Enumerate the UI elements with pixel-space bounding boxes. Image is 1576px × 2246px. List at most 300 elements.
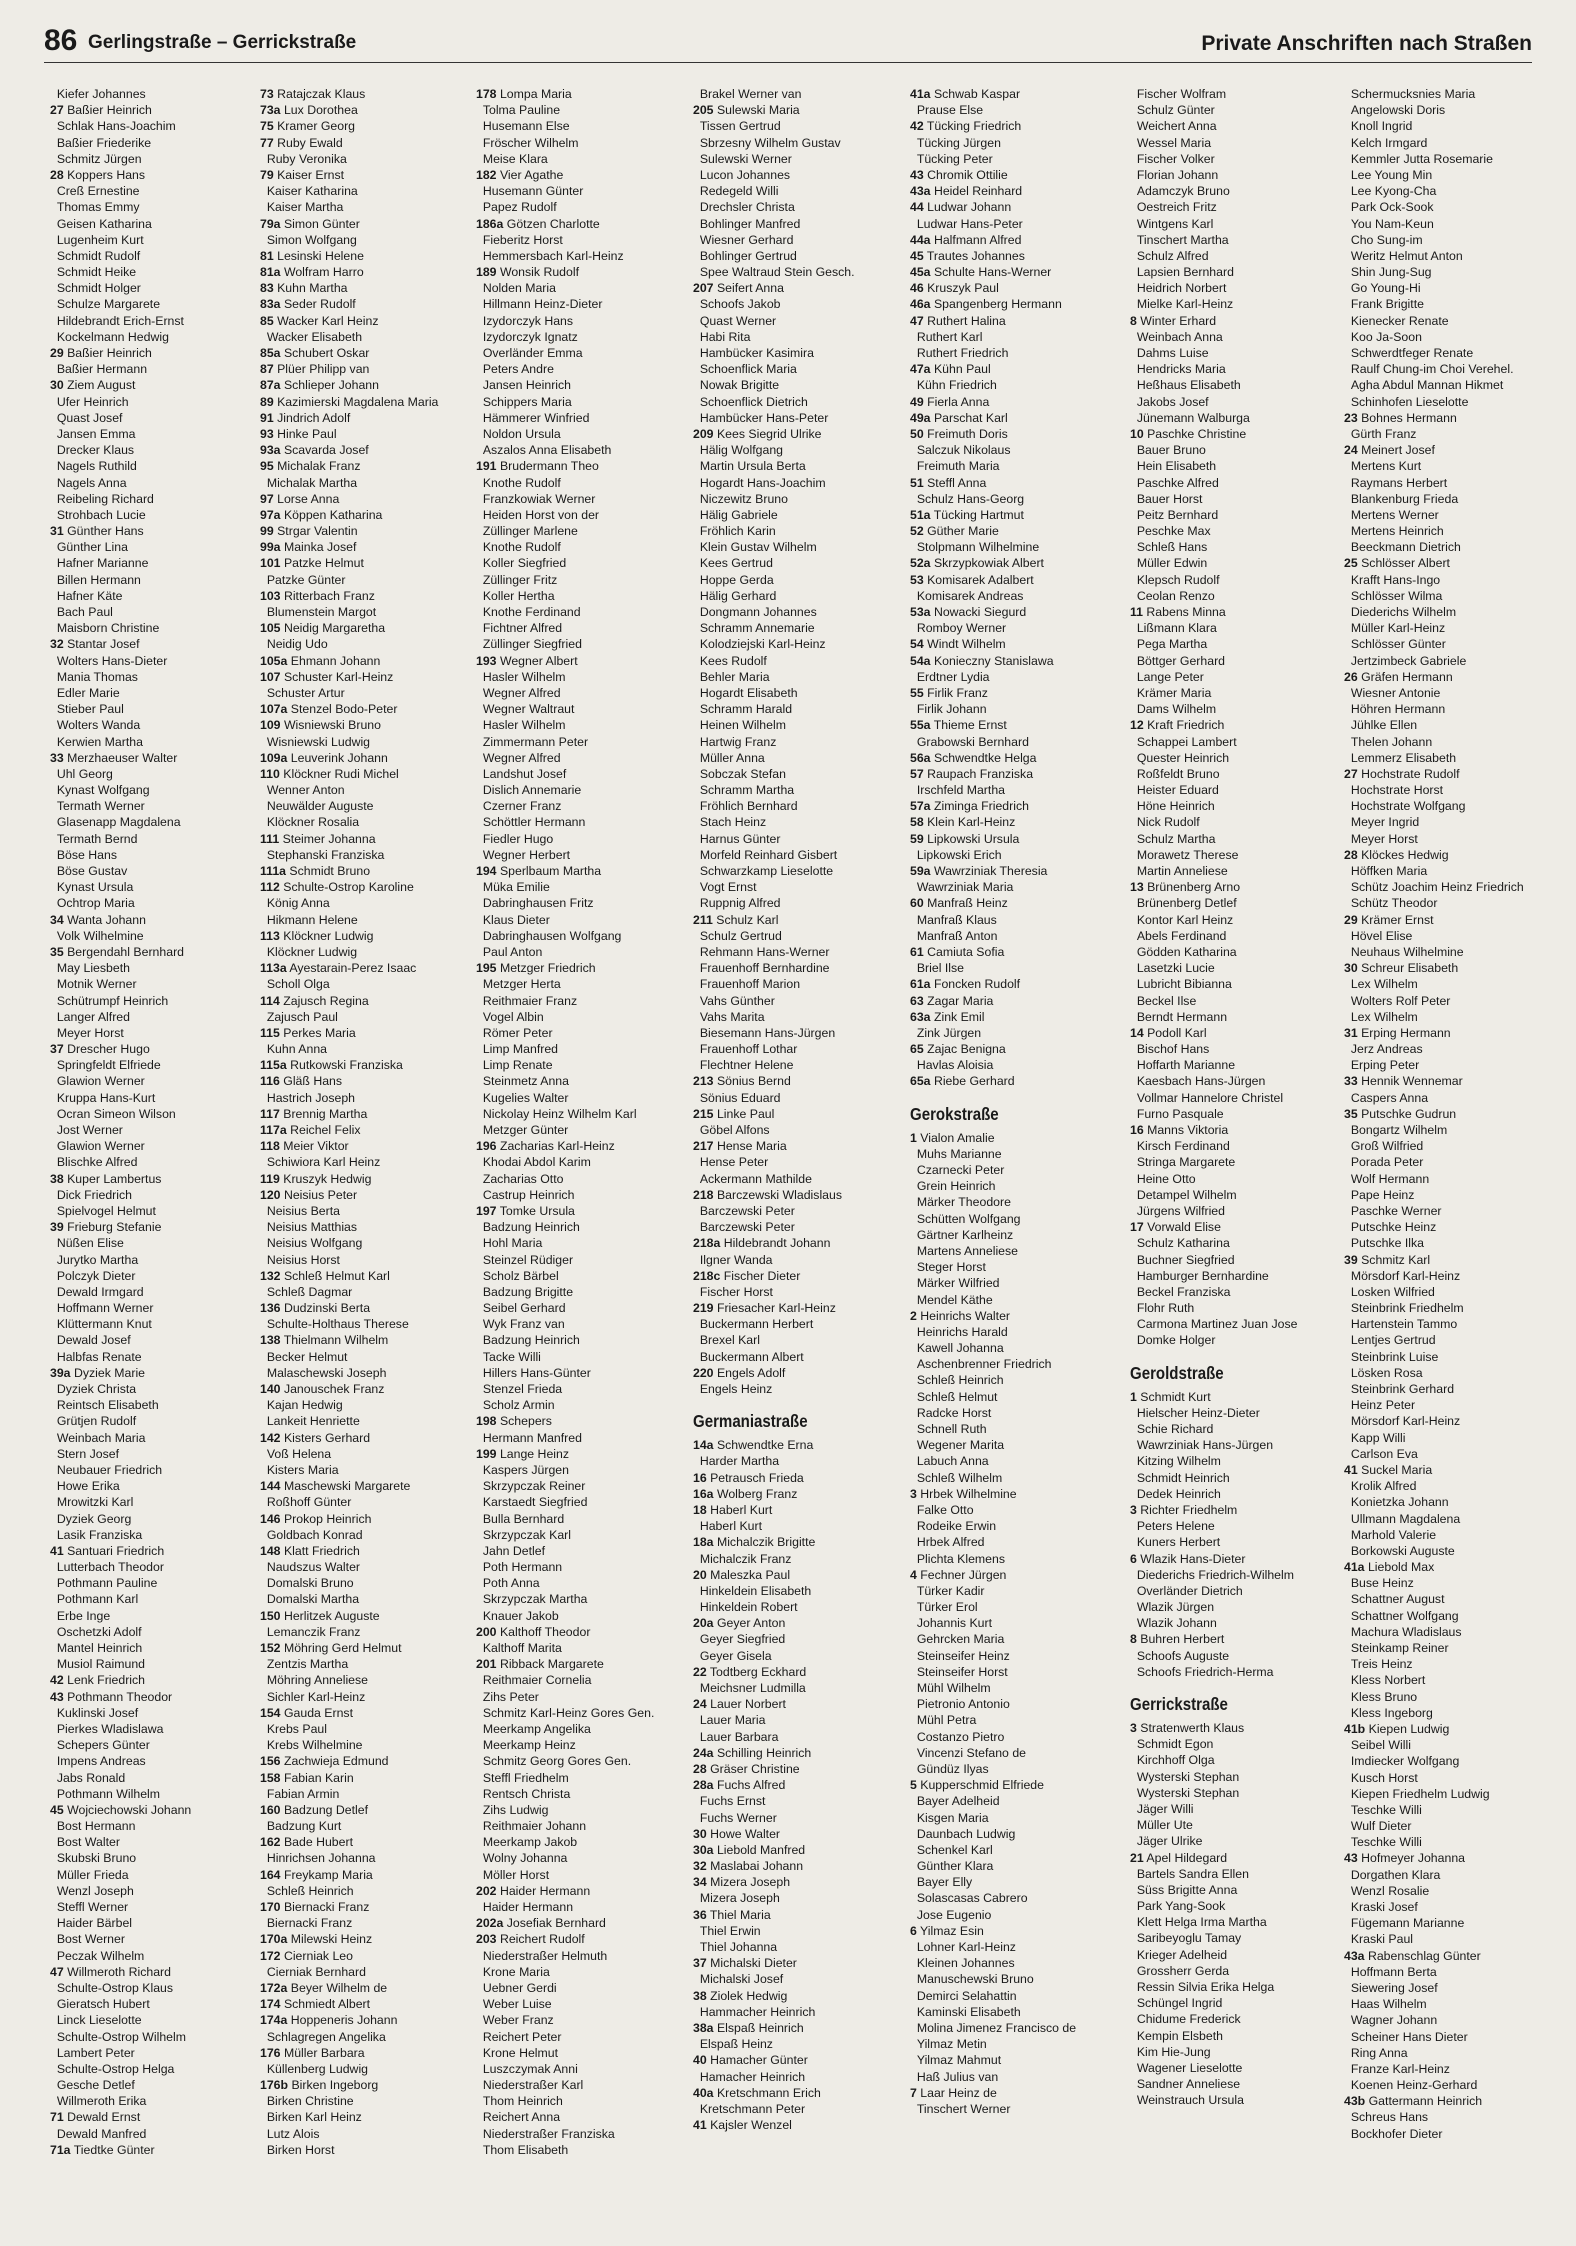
resident-entry: Patzke Günter — [260, 572, 346, 587]
resident-entry: Reichert Anna — [476, 2110, 561, 2125]
resident-entry: Muhs Marianne — [910, 1146, 1002, 1161]
resident-entry: 103 Ritterbach Franz — [260, 588, 375, 603]
resident-entry: 52 Güther Marie — [910, 524, 999, 539]
resident-entry: Schlak Hans-Joachim — [50, 119, 176, 134]
resident-entry: Lauer Barbara — [693, 1729, 779, 1744]
resident-entry: Birken Karl Heinz — [260, 2110, 362, 2125]
resident-entry: Lasetzki Lucie — [1130, 961, 1215, 976]
resident-entry: Schoofs Friedrich-Herma — [1130, 1664, 1274, 1679]
resident-entry: 30a Liebold Manfred — [693, 1842, 806, 1857]
resident-entry: Skrzypczak Karl — [476, 1527, 571, 1542]
house-number: 34 — [693, 1875, 707, 1890]
resident-entry: Gürth Franz — [1344, 426, 1417, 441]
resident-entry: 111a Schmidt Bruno — [260, 864, 371, 878]
resident-entry: Wiesner Gerhard — [693, 232, 794, 247]
house-number: 87 — [260, 362, 274, 377]
resident-entry: 115 Perkes Maria — [260, 1025, 356, 1040]
house-number: 3 — [910, 1486, 917, 1501]
resident-entry: Hälig Wolfgang — [693, 443, 783, 458]
resident-entry: Niederstraßer Franziska — [476, 2126, 615, 2141]
resident-entry: Hochstrate Horst — [1344, 783, 1444, 798]
resident-entry: Klüttermann Knut — [50, 1317, 152, 1332]
house-number: 53a — [910, 605, 931, 619]
resident-entry: Plichta Klemens — [910, 1551, 1006, 1566]
resident-entry: Kless Ingeborg — [1344, 1705, 1433, 1720]
resident-entry: Niczewitz Bruno — [693, 491, 788, 506]
resident-entry: Hochstrate Wolfgang — [1344, 799, 1466, 814]
house-number: 24 — [1344, 443, 1358, 458]
resident-entry: Solascasas Cabrero — [910, 1891, 1028, 1906]
resident-entry: Knothe Rudolf — [476, 475, 561, 490]
resident-entry: Rentsch Christa — [476, 1786, 571, 1801]
resident-entry: 140 Janouschek Franz — [260, 1382, 385, 1396]
resident-entry: Porada Peter — [1344, 1155, 1424, 1170]
resident-entry: Billen Hermann — [50, 572, 141, 587]
resident-entry: Hambücker Hans-Peter — [693, 410, 829, 425]
resident-entry: Kirchhoff Olga — [1130, 1753, 1215, 1768]
resident-entry: Uhl Georg — [50, 766, 113, 781]
resident-entry: 199 Lange Heinz — [476, 1446, 569, 1461]
resident-entry: Jahn Detlef — [476, 1543, 546, 1558]
resident-entry: 83a Seder Rudolf — [260, 297, 356, 312]
resident-entry: Krone Maria — [476, 1964, 550, 1979]
resident-entry: Lankeit Henriette — [260, 1414, 360, 1429]
resident-entry: Heinen Wilhelm — [693, 718, 786, 733]
resident-entry: Müller Ute — [1130, 1818, 1193, 1833]
resident-entry: Weritz Helmut Anton — [1344, 248, 1463, 263]
resident-entry: Sichler Karl-Heinz — [260, 1689, 366, 1704]
house-number: 89 — [260, 394, 274, 409]
house-number: 154 — [260, 1705, 281, 1720]
resident-entry: Brünenberg Detlef — [1130, 896, 1237, 911]
resident-entry: Machura Wladislaus — [1344, 1624, 1462, 1639]
house-number: 37 — [50, 1042, 64, 1057]
house-number: 116 — [260, 1074, 280, 1089]
resident-entry: 202 Haider Hermann — [476, 1883, 591, 1898]
resident-entry: Schuster Artur — [260, 685, 345, 700]
resident-entry: Mizera Joseph — [693, 1891, 780, 1906]
resident-entry: 43 Pothmann Theodor — [50, 1689, 173, 1704]
resident-entry: Krieger Adelheid — [1130, 1947, 1228, 1962]
resident-entry: Märker Theodore — [910, 1195, 1011, 1210]
resident-entry: 44 Ludwar Johann — [910, 200, 1012, 215]
house-number: 93a — [260, 443, 281, 458]
resident-entry: Dedek Heinrich — [1130, 1486, 1221, 1501]
resident-entry: Wolters Wanda — [50, 718, 141, 733]
resident-entry: 148 Klatt Friedrich — [260, 1543, 360, 1558]
house-number: 55 — [910, 685, 924, 700]
resident-entry: 41 Suckel Maria — [1344, 1462, 1433, 1477]
resident-entry: Seibel Willi — [1344, 1738, 1411, 1753]
resident-entry: 32 Stantar Josef — [50, 637, 140, 652]
resident-entry: Termath Werner — [50, 799, 145, 814]
house-number: 170 — [260, 1900, 281, 1914]
resident-entry: 99 Strgar Valentin — [260, 524, 358, 539]
house-number: 14a — [693, 1438, 714, 1453]
resident-entry: Birken Christine — [260, 2094, 354, 2109]
resident-entry: Lambert Peter — [50, 2045, 135, 2060]
resident-entry: Schepers Günter — [50, 1738, 150, 1753]
resident-entry: Michalski Josef — [693, 1972, 784, 1987]
resident-entry: Jansen Heinrich — [476, 378, 572, 393]
house-number: 117 — [260, 1106, 280, 1121]
resident-entry: Thelen Johann — [1344, 734, 1433, 749]
resident-entry: Meise Klara — [476, 151, 548, 166]
resident-entry: Böttger Gerhard — [1130, 653, 1226, 668]
resident-entry: Thom Elisabeth — [476, 2142, 569, 2157]
resident-entry: 101 Patzke Helmut — [260, 556, 364, 571]
resident-entry: Neisius Wolfgang — [260, 1236, 363, 1251]
house-number: 176b — [260, 2078, 289, 2093]
resident-entry: 65a Riebe Gerhard — [910, 1074, 1015, 1089]
resident-entry: Gesche Detlef — [50, 2078, 135, 2093]
resident-entry: Geisen Katharina — [50, 216, 152, 231]
resident-entry: 23 Bohnes Hermann — [1344, 410, 1457, 425]
resident-entry: Paschke Alfred — [1130, 475, 1219, 490]
resident-entry: Martens Anneliese — [910, 1243, 1018, 1258]
resident-entry: Krone Helmut — [476, 2045, 559, 2060]
resident-entry: Klöckner Rosalia — [260, 815, 360, 830]
resident-entry: Uebner Gerdi — [476, 1980, 557, 1995]
resident-entry: 45 Wojciechowski Johann — [50, 1802, 192, 1817]
resident-entry: Pietronio Antonio — [910, 1697, 1010, 1712]
house-number: 30 — [693, 1826, 707, 1841]
house-number: 73 — [260, 87, 274, 101]
resident-entry: Flohr Ruth — [1130, 1301, 1195, 1316]
resident-entry: Mendel Käthe — [910, 1292, 993, 1307]
house-number: 199 — [476, 1446, 497, 1461]
resident-entry: Hambücker Kasimira — [693, 346, 814, 360]
house-number: 41 — [693, 2118, 707, 2133]
resident-entry: Borkowski Auguste — [1344, 1543, 1455, 1558]
resident-entry: Lohner Karl-Heinz — [910, 1940, 1016, 1954]
resident-entry: Putschke Ilka — [1344, 1236, 1424, 1251]
address-column — [50, 86, 260, 2226]
resident-entry: Heine Otto — [1130, 1171, 1196, 1186]
house-number: 218c — [693, 1268, 721, 1283]
resident-entry: Kuners Herbert — [1130, 1535, 1221, 1550]
house-number: 83a — [260, 297, 281, 312]
resident-entry: Kisters Maria — [260, 1462, 339, 1477]
house-number: 43a — [1344, 1948, 1365, 1963]
resident-entry: Kaminski Elisabeth — [910, 2004, 1021, 2019]
resident-entry: Thomas Emmy — [50, 200, 140, 215]
resident-entry: Jabs Ronald — [50, 1770, 126, 1785]
resident-entry: 115a Rutkowski Franziska — [260, 1058, 403, 1073]
resident-entry: Caspers Anna — [1344, 1090, 1429, 1105]
house-number: 115 — [260, 1025, 280, 1040]
resident-entry: Kleinen Johannes — [910, 1956, 1015, 1971]
resident-entry: Berndt Hermann — [1130, 1009, 1228, 1024]
resident-entry: Langer Alfred — [50, 1009, 130, 1024]
resident-entry: 43a Rabenschlag Günter — [1344, 1948, 1481, 1963]
resident-entry: Spee Waltraud Stein Gesch. — [693, 265, 855, 280]
resident-entry: Strohbach Lucie — [50, 507, 146, 522]
house-number: 158 — [260, 1770, 281, 1785]
resident-entry: Hämmerer Winfried — [476, 410, 590, 425]
house-number: 176 — [260, 2045, 281, 2060]
resident-entry: Dabringhausen Fritz — [476, 896, 594, 911]
resident-entry: Blumenstein Margot — [260, 605, 377, 619]
address-column — [1130, 86, 1340, 2226]
resident-entry: 36 Thiel Maria — [693, 1907, 771, 1922]
resident-entry: Mania Thomas — [50, 669, 138, 684]
resident-entry: Salczuk Nikolaus — [910, 443, 1011, 458]
resident-entry: Lutz Alois — [260, 2126, 320, 2141]
resident-entry: Gödden Katharina — [1130, 944, 1237, 959]
resident-entry: 3 Hrbek Wilhelmine — [910, 1486, 1017, 1501]
resident-entry: Jurytko Martha — [50, 1252, 139, 1267]
resident-entry: Firlik Johann — [910, 702, 987, 717]
resident-entry: Wlazik Johann — [1130, 1616, 1217, 1631]
resident-entry: Zacharias Otto — [476, 1171, 564, 1186]
house-number: 44 — [910, 200, 924, 215]
resident-entry: Skubski Bruno — [50, 1851, 137, 1866]
house-number: 117a — [260, 1123, 287, 1137]
resident-entry: 191 Brudermann Theo — [476, 459, 599, 474]
resident-entry: Pothmann Wilhelm — [50, 1786, 161, 1801]
resident-entry: Morawetz Therese — [1130, 847, 1239, 862]
resident-entry: Seibel Gerhard — [476, 1301, 566, 1316]
house-number: 38 — [693, 1988, 707, 2003]
house-number: 112 — [260, 880, 280, 895]
resident-entry: Johannis Kurt — [910, 1616, 993, 1631]
resident-entry: Lemanczik Franz — [260, 1624, 361, 1639]
resident-entry: 119 Kruszyk Hedwig — [260, 1171, 372, 1186]
house-number: 41 — [50, 1543, 64, 1558]
resident-entry: Wysterski Stephan — [1130, 1769, 1240, 1784]
resident-entry: Hälig Gerhard — [693, 588, 777, 603]
resident-entry: 79a Simon Günter — [260, 216, 360, 231]
resident-entry: 105a Ehmann Johann — [260, 653, 381, 668]
resident-entry: Havlas Aloisia — [910, 1058, 994, 1073]
resident-entry: Drecker Klaus — [50, 443, 135, 458]
resident-entry: 156 Zachwieja Edmund — [260, 1754, 389, 1769]
resident-entry: Imdiecker Wolfgang — [1344, 1754, 1460, 1769]
resident-entry: Jansen Emma — [50, 426, 136, 441]
resident-entry: Meyer Horst — [50, 1025, 124, 1040]
resident-entry: Scholz Armin — [476, 1398, 555, 1413]
resident-entry: Buckermann Albert — [693, 1349, 804, 1364]
house-number: 172 — [260, 1948, 281, 1963]
resident-entry: Lösken Rosa — [1344, 1365, 1423, 1380]
address-column — [476, 86, 686, 2226]
resident-entry: 61 Camiuta Sofia — [910, 944, 1005, 959]
house-number: 1 — [1130, 1389, 1137, 1404]
resident-entry: Florian Johann — [1130, 167, 1219, 182]
resident-entry: Beckel Ilse — [1130, 993, 1197, 1008]
house-number: 56a — [910, 750, 931, 765]
house-number: 3 — [1130, 1721, 1137, 1735]
resident-entry: Bohlinger Gertrud — [693, 248, 797, 263]
resident-entry: Becker Helmut — [260, 1349, 348, 1364]
resident-entry: Kees Gertrud — [693, 556, 773, 571]
resident-entry: Ruthert Friedrich — [910, 346, 1009, 360]
resident-entry: Thom Heinrich — [476, 2094, 563, 2109]
resident-entry: Hastrich Joseph — [260, 1090, 356, 1105]
resident-entry: Demirci Selahattin — [910, 1988, 1017, 2003]
resident-entry: Jürgens Wilfried — [1130, 1203, 1225, 1218]
resident-entry: Kapp Willi — [1344, 1430, 1406, 1445]
resident-entry: Springfeldt Elfriede — [50, 1058, 161, 1073]
resident-entry: Redegeld Willi — [693, 184, 779, 199]
house-number: 81 — [260, 248, 274, 263]
resident-entry: Vahs Marita — [693, 1009, 765, 1024]
house-number: 30a — [693, 1842, 714, 1857]
resident-entry: Mörsdorf Karl-Heinz — [1344, 1268, 1461, 1283]
resident-entry: Fischer Wolfram — [1130, 87, 1227, 101]
house-number: 85 — [260, 313, 274, 328]
resident-entry: Meichsner Ludmilla — [693, 1681, 806, 1695]
resident-entry: Badzung Heinrich — [476, 1333, 580, 1348]
resident-entry: Steffl Werner — [50, 1900, 129, 1914]
resident-entry: Michalak Martha — [260, 475, 358, 490]
resident-entry: Höne Heinrich — [1130, 799, 1215, 814]
resident-entry: Pothmann Karl — [50, 1592, 139, 1607]
resident-entry: 194 Sperlbaum Martha — [476, 864, 602, 878]
house-number: 41b — [1344, 1721, 1366, 1736]
resident-entry: 91 Jindrich Adolf — [260, 410, 351, 425]
house-number: 148 — [260, 1543, 281, 1558]
resident-entry: Poth Hermann — [476, 1560, 563, 1575]
house-number: 28 — [693, 1761, 707, 1776]
resident-entry: Lißmann Klara — [1130, 621, 1217, 636]
resident-entry: 75 Kramer Georg — [260, 119, 356, 134]
resident-entry: 120 Neisius Peter — [260, 1187, 358, 1202]
resident-entry: Adamczyk Bruno — [1130, 184, 1230, 199]
resident-entry: Knothe Rudolf — [476, 540, 561, 555]
resident-entry: Märker Wilfried — [910, 1276, 1000, 1291]
house-number: 16 — [693, 1470, 707, 1485]
resident-entry: Weinbach Anna — [1130, 329, 1223, 344]
resident-entry: Kerwien Martha — [50, 734, 143, 749]
resident-entry: Kuklinski Josef — [50, 1705, 139, 1720]
resident-entry: 71a Tiedtke Günter — [50, 2142, 155, 2157]
resident-entry: Türker Erol — [910, 1600, 978, 1615]
resident-entry: Steffl Friedhelm — [476, 1770, 569, 1785]
resident-entry: Heinrichs Harald — [910, 1324, 1008, 1339]
resident-entry: Thiel Johanna — [693, 1940, 778, 1954]
resident-entry: Hogardt Elisabeth — [693, 685, 798, 700]
resident-entry: 132 Schleß Helmut Karl — [260, 1268, 390, 1283]
resident-entry: Kiefer Johannes — [50, 87, 146, 101]
resident-entry: Schulz Martha — [1130, 831, 1216, 846]
resident-entry: Bohlinger Manfred — [693, 216, 801, 231]
house-number: 55a — [910, 718, 931, 733]
house-number: 57 — [910, 766, 924, 781]
house-number: 35 — [50, 944, 64, 959]
resident-entry: 53 Komisarek Adalbert — [910, 572, 1034, 587]
house-number: 26 — [1344, 669, 1358, 684]
resident-entry: Quast Werner — [693, 313, 777, 328]
resident-entry: Reichert Peter — [476, 2029, 562, 2044]
resident-entry: 43 Chromik Ottilie — [910, 167, 1008, 182]
resident-entry: Overländer Dietrich — [1130, 1583, 1243, 1598]
resident-entry: Lee Young Min — [1344, 167, 1433, 182]
resident-entry: Tissen Gertrud — [693, 119, 781, 134]
resident-entry: Schütten Wolfgang — [910, 1211, 1021, 1226]
resident-entry: 218a Hildebrandt Johann — [693, 1236, 831, 1251]
resident-entry: 59a Wawrziniak Theresia — [910, 864, 1048, 878]
resident-entry: Hielscher Heinz-Dieter — [1130, 1405, 1260, 1420]
house-number: 65a — [910, 1074, 931, 1089]
resident-entry: Krolik Alfred — [1344, 1479, 1417, 1494]
resident-entry: Bockhofer Dieter — [1344, 2126, 1443, 2141]
resident-entry: Badzung Heinrich — [476, 1220, 580, 1235]
resident-entry: Diederichs Friedrich-Wilhelm — [1130, 1567, 1294, 1582]
resident-entry: Gehrcken Maria — [910, 1632, 1005, 1647]
resident-entry: Kirsch Ferdinand — [1130, 1139, 1230, 1154]
resident-entry: Peczak Wilhelm — [50, 1948, 145, 1963]
resident-entry: 37 Drescher Hugo — [50, 1042, 150, 1057]
resident-entry: Wegner Herbert — [476, 847, 571, 862]
resident-entry: 46 Kruszyk Paul — [910, 281, 999, 296]
resident-entry: Kretschmann Peter — [693, 2101, 806, 2116]
resident-entry: Steinbrink Gerhard — [1344, 1382, 1455, 1396]
resident-entry: Kolodziejski Karl-Heinz — [693, 637, 826, 652]
resident-entry: Polczyk Dieter — [50, 1268, 136, 1283]
resident-entry: 33 Merzhaeuser Walter — [50, 750, 178, 765]
resident-entry: Willmeroth Erika — [50, 2094, 147, 2109]
resident-entry: Molina Jimenez Francisco de — [910, 2020, 1077, 2035]
house-number: 42 — [910, 119, 924, 134]
resident-entry: Domke Holger — [1130, 1333, 1216, 1348]
resident-entry: Thiel Erwin — [693, 1923, 761, 1938]
resident-entry: 41a Schwab Kaspar — [910, 87, 1021, 101]
resident-entry: 150 Herlitzek Auguste — [260, 1608, 380, 1623]
house-number: 58 — [910, 815, 924, 830]
resident-entry: Fichtner Alfred — [476, 621, 563, 636]
resident-entry: 87a Schlieper Johann — [260, 378, 379, 393]
resident-entry: Hemmersbach Karl-Heinz — [476, 248, 624, 263]
resident-entry: Wawrziniak Hans-Jürgen — [1130, 1438, 1274, 1453]
resident-entry: Musiol Raimund — [50, 1657, 145, 1672]
resident-entry: Fröscher Wilhelm — [476, 135, 579, 150]
resident-entry: Mühl Petra — [910, 1713, 977, 1728]
resident-entry: Kiepen Friedhelm Ludwig — [1344, 1786, 1490, 1801]
house-number: 54a — [910, 653, 931, 668]
resident-entry: 16a Wolberg Franz — [693, 1486, 798, 1501]
resident-entry: 28 Klöckes Hedwig — [1344, 847, 1449, 862]
resident-entry: Schleß Heinrich — [910, 1373, 1004, 1388]
house-number: 30 — [1344, 961, 1358, 976]
resident-entry: Reithmaier Franz — [476, 993, 578, 1008]
resident-entry: Marhold Valerie — [1344, 1527, 1437, 1542]
resident-entry: Hartenstein Tammo — [1344, 1317, 1458, 1332]
resident-entry: Zimmermann Peter — [476, 734, 589, 749]
street-heading: Gerrickstraße — [1130, 1694, 1228, 1714]
resident-entry: Schmitz Georg Gores Gen. — [476, 1754, 632, 1769]
resident-entry: Tacke Willi — [476, 1349, 541, 1364]
resident-entry: Schoofs Auguste — [1130, 1648, 1230, 1663]
house-number: 36 — [693, 1907, 707, 1922]
resident-entry: Ochtrop Maria — [50, 896, 135, 911]
resident-entry: Hoppe Gerda — [693, 572, 774, 587]
resident-entry: Peters Andre — [476, 362, 554, 377]
house-number: 43 — [50, 1689, 64, 1704]
house-number: 18 — [693, 1502, 707, 1517]
resident-entry: Wenzl Rosalie — [1344, 1883, 1430, 1898]
resident-entry: 112 Schulte-Ostrop Karoline — [260, 880, 414, 895]
house-number: 101 — [260, 556, 281, 571]
resident-entry: Impens Andreas — [50, 1754, 146, 1769]
resident-entry: Maisborn Christine — [50, 621, 160, 636]
house-number: 105a — [260, 653, 288, 668]
resident-entry: Steinmetz Anna — [476, 1074, 569, 1089]
house-number: 164 — [260, 1867, 281, 1882]
house-number: 99 — [260, 524, 274, 539]
resident-entry: Luszczymak Anni — [476, 2061, 578, 2076]
